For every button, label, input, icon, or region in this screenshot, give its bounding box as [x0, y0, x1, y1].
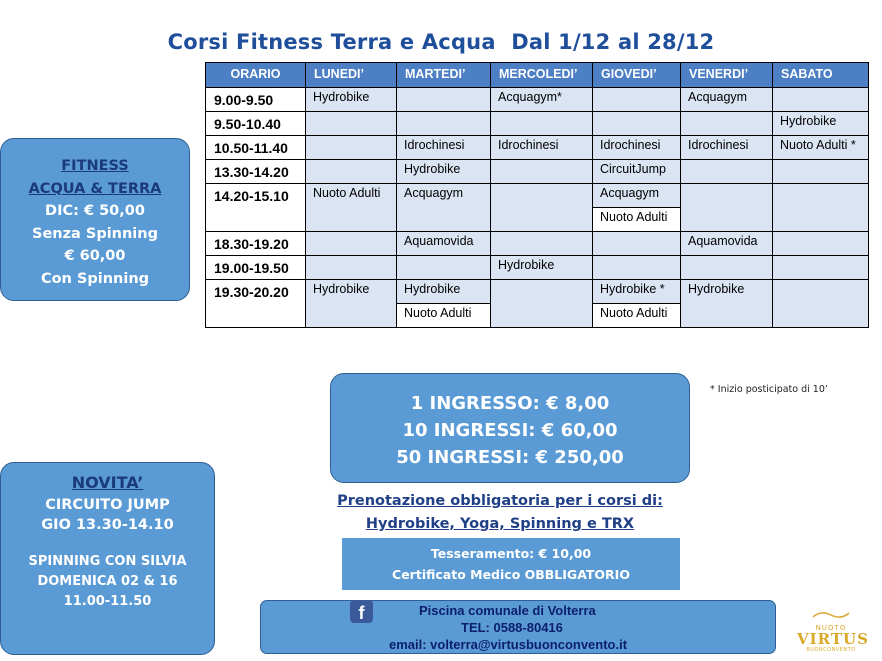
table-cell: Acquagym — [681, 88, 773, 112]
table-cell — [491, 280, 593, 328]
fitness-heading: FITNESS — [61, 158, 129, 174]
table-cell: Idrochinesi — [593, 136, 681, 160]
table-cell — [397, 88, 491, 112]
table-cell — [306, 160, 397, 184]
entry-prices-box — [330, 373, 690, 483]
time-cell: 19.30-20.20 — [206, 280, 306, 328]
table-cell — [491, 112, 593, 136]
table-cell — [773, 256, 869, 280]
pool-name: Piscina comunale di Volterra — [419, 603, 596, 618]
membership-fee: Tesseramento: € 10,00 — [430, 546, 592, 561]
table-cell: Hydrobike — [397, 280, 491, 304]
facebook-icon[interactable]: f — [350, 600, 373, 623]
table-cell — [681, 184, 773, 232]
table-cell: Aquamovida — [681, 232, 773, 256]
price-single: 1 INGRESSO: € 8,00 — [410, 393, 610, 414]
table-cell — [773, 280, 869, 328]
table-row — [206, 112, 869, 136]
time-cell: 19.00-19.50 — [206, 256, 306, 280]
logo-sub-text: BUONCONVENTO — [806, 647, 856, 653]
news-circuit-time: GIO 13.30-14.10 — [41, 517, 174, 533]
table-row — [206, 256, 869, 280]
fitness-price-dic: DIC: € 50,00 — [45, 203, 145, 219]
table-cell: Nuoto Adulti * — [773, 136, 869, 160]
price-50: 50 INGRESSI: € 250,00 — [396, 447, 624, 468]
email-link[interactable]: email: volterra@virtusbuonconvento.it — [389, 637, 628, 652]
price-10: 10 INGRESSI: € 60,00 — [402, 420, 618, 441]
table-cell: Hydrobike — [306, 280, 397, 328]
time-cell: 13.30-14.20 — [206, 160, 306, 184]
logo-name: VIRTUS — [797, 630, 869, 648]
fitness-price-box — [0, 138, 190, 301]
title-dates: Dal 1/12 al 28/12 — [511, 30, 715, 54]
table-cell: Hydrobike — [681, 280, 773, 328]
table-cell: Hydrobike * — [593, 280, 681, 304]
table-cell — [306, 256, 397, 280]
table-cell — [681, 160, 773, 184]
table-row — [206, 280, 869, 304]
table-cell — [593, 88, 681, 112]
phone: TEL: 0588-80416 — [461, 620, 563, 635]
news-box — [0, 462, 215, 655]
wave-icon — [811, 610, 851, 620]
table-cell: Aquamovida — [397, 232, 491, 256]
table-cell — [306, 232, 397, 256]
table-cell: CircuitJump — [593, 160, 681, 184]
col-header-venerdi: VENERDI’ — [681, 63, 773, 88]
news-heading: NOVITA’ — [71, 473, 144, 492]
booking-notice — [300, 490, 700, 536]
membership-box — [342, 538, 680, 590]
table-row — [206, 184, 869, 208]
table-cell — [491, 184, 593, 232]
table-cell: Acquagym — [593, 184, 681, 208]
col-header-mercoledi: MERCOLEDI’ — [491, 63, 593, 88]
fitness-no-spinning: Senza Spinning — [32, 225, 158, 242]
booking-line-1: Prenotazione obbligatoria per i corsi di: — [337, 493, 663, 509]
table-header-row — [206, 63, 869, 88]
news-spinning-time: 11.00-11.50 — [63, 594, 152, 609]
table-cell — [397, 112, 491, 136]
contact-footer — [260, 600, 776, 654]
news-spinning-days: DOMENICA 02 & 16 — [37, 574, 178, 589]
table-cell — [681, 112, 773, 136]
table-cell: Hydrobike — [397, 160, 491, 184]
fitness-price-spinning: € 60,00 — [64, 248, 126, 264]
time-cell: 9.00-9.50 — [206, 88, 306, 112]
table-cell — [306, 136, 397, 160]
schedule-table — [205, 62, 869, 328]
col-header-lunedi: LUNEDI’ — [306, 63, 397, 88]
table-row — [206, 88, 869, 112]
virtus-logo — [797, 605, 869, 655]
booking-line-2: Hydrobike, Yoga, Spinning e TRX — [365, 516, 635, 532]
col-header-sabato: SABATO — [773, 63, 869, 88]
table-cell — [306, 112, 397, 136]
table-cell — [491, 232, 593, 256]
table-cell — [681, 256, 773, 280]
title-courses: Corsi Fitness Terra e Acqua — [167, 30, 496, 54]
fitness-with-spinning: Con Spinning — [40, 270, 150, 287]
table-cell: Nuoto Adulti — [397, 304, 491, 328]
table-cell — [593, 112, 681, 136]
col-header-orario: ORARIO — [206, 63, 306, 88]
time-cell: 14.20-15.10 — [206, 184, 306, 232]
time-cell: 18.30-19.20 — [206, 232, 306, 256]
table-cell: Hydrobike — [491, 256, 593, 280]
table-cell: Nuoto Adulti — [593, 304, 681, 328]
col-header-giovedi: GIOVEDI’ — [593, 63, 681, 88]
logo-top-text: NUOTO — [815, 624, 847, 632]
table-cell: Hydrobike — [306, 88, 397, 112]
table-cell — [593, 256, 681, 280]
table-cell: Idrochinesi — [491, 136, 593, 160]
spacer — [1, 535, 214, 552]
news-spinning: SPINNING CON SILVIA — [28, 554, 187, 569]
fitness-subheading: ACQUA & TERRA — [28, 180, 162, 197]
page-title — [0, 30, 882, 54]
time-cell: 10.50-11.40 — [206, 136, 306, 160]
table-cell — [397, 256, 491, 280]
table-row — [206, 160, 869, 184]
table-cell: Nuoto Adulti — [306, 184, 397, 232]
table-cell — [773, 160, 869, 184]
table-cell: Idrochinesi — [681, 136, 773, 160]
time-cell: 9.50-10.40 — [206, 112, 306, 136]
table-cell — [593, 232, 681, 256]
table-cell: Acquagym* — [491, 88, 593, 112]
news-circuit-jump: CIRCUITO JUMP — [45, 497, 170, 513]
table-cell — [773, 88, 869, 112]
table-cell — [773, 232, 869, 256]
col-header-martedi: MARTEDI’ — [397, 63, 491, 88]
table-cell: Hydrobike — [773, 112, 869, 136]
table-cell: Nuoto Adulti — [593, 208, 681, 232]
table-row — [206, 232, 869, 256]
table-cell: Acquagym — [397, 184, 491, 232]
table-cell — [491, 160, 593, 184]
table-cell — [773, 184, 869, 232]
footnote: * Inizio posticipato di 10’ — [710, 384, 828, 395]
medical-certificate: Certificato Medico OBBLIGATORIO — [392, 567, 630, 582]
table-row — [206, 136, 869, 160]
table-cell: Idrochinesi — [397, 136, 491, 160]
